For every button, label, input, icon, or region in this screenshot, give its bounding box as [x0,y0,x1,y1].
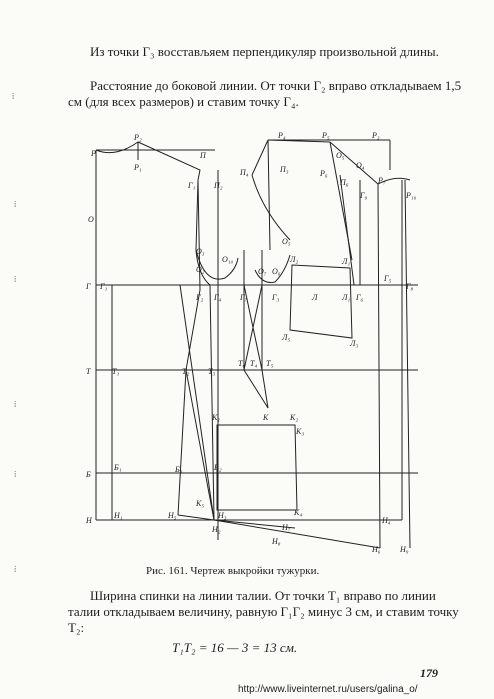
label-P6: Р₆ [320,169,328,178]
label-B2: Б₂ [214,463,222,472]
label-O2: О₂ [196,265,205,274]
label-P: Р [91,149,96,158]
label-Pi4: П₄ [240,168,249,177]
label-O5: О₅ [336,151,345,160]
label-P5: Р₅ [322,131,330,140]
label-T: Т [86,367,91,376]
label-P7: Р₇ [378,176,386,185]
label-H7: Н₇ [282,523,291,532]
label-O6: О₆ [272,267,281,276]
label-P10: Р₁₀ [406,191,417,200]
label-K: К [263,413,269,422]
label-H8: Н₈ [272,537,281,546]
label-L: Л [312,293,318,302]
label-H6: Н₆ [372,545,381,554]
paragraph-2: Расстояние до боковой линии. От точки Г₂ вправо откладываем 1,5 см (для всех размеров) и ставим точку Г₄. [68,78,462,109]
label-Pi2: П₂ [214,181,223,190]
label-K5: К₅ [196,499,205,508]
paragraph-3: Ширина спинки на линии талии. От точки Т₁ вправо по линии талии откладываем величину, равную Г₁Г₂ минус 3 см, и ставим точку Т₂: [68,588,459,635]
label-P1: Р₁ [134,163,142,172]
label-G4: Г₄ [214,293,222,302]
label-L3: Л₃ [350,339,359,348]
label-G9: Г₉ [360,191,368,200]
paragraph-1: Из точки Г₃ восстављяем перпендикуляр произвольной длины. [90,44,439,59]
formula: Т₁Т₂ = 16 — 3 = 13 см. [172,640,298,655]
label-O7: О₇ [258,267,267,276]
label-O4: О₄ [356,161,365,170]
margin-mark: ⁞ [12,92,15,101]
label-H: Н [86,516,92,525]
label-T4: Т₄ [250,359,258,368]
label-H2: Н₂ [212,525,221,534]
label-P2: Р₂ [134,133,142,142]
label-Pi: П [200,151,206,160]
label-O5b: О₅ [282,237,291,246]
margin-mark: ⁞ [14,565,17,574]
label-H9: Н₉ [400,545,409,554]
label-Pi3: П₃ [280,165,289,174]
label-K3: К₃ [296,427,305,436]
source-url: http://www.liveinternet.ru/users/galina_o/ [238,684,418,695]
label-G6: Г₆ [356,293,364,302]
label-G8: Г₈ [406,282,414,291]
label-L2: Л₂ [290,255,299,264]
label-G1b: Г₁ [100,282,108,291]
label-H4: Н₄ [382,516,391,525]
label-B3: Б₃ [175,465,183,474]
label-B: Б [86,470,91,479]
label-O: О [88,215,94,224]
label-K2: К₂ [290,413,299,422]
label-K4: К₄ [294,508,303,517]
label-K1: К₁ [212,413,221,422]
label-G7: Г₇ [240,293,248,302]
label-T2: Т₂ [182,367,190,376]
label-T6: Т₆ [238,359,246,368]
label-T5: Т₅ [266,359,274,368]
label-B1: Б₁ [114,463,122,472]
label-H1: Н₁ [114,511,123,520]
margin-mark: ⁞ [14,470,17,479]
label-G3: Г₃ [272,293,280,302]
label-L5: Л₅ [282,333,291,342]
label-P4: Р₄ [278,131,286,140]
label-L1: Л₁ [342,257,351,266]
label-H5: Н₅ [168,511,177,520]
label-T3: Т₃ [208,367,216,376]
label-O3: О₃ [196,247,205,256]
label-G1: Г₁ [188,181,196,190]
margin-mark: ⁞ [14,400,17,409]
label-G: Г [86,282,91,291]
label-O10: О₁₀ [222,255,234,264]
label-T1: Т₁ [112,367,120,376]
margin-mark: ⁞ [14,275,17,284]
figure-caption: Рис. 161. Чертеж выкройки тужурки. [146,565,320,577]
label-G5: Г₅ [384,274,392,283]
label-H3: Н₃ [218,511,227,520]
label-G2: Г₂ [196,293,204,302]
label-L1b: Л₁ [342,293,351,302]
margin-mark: ⁞ [14,200,17,209]
label-P3: Р₃ [372,131,380,140]
label-Pi6: П₆ [340,178,349,187]
page-number: 179 [420,666,438,680]
